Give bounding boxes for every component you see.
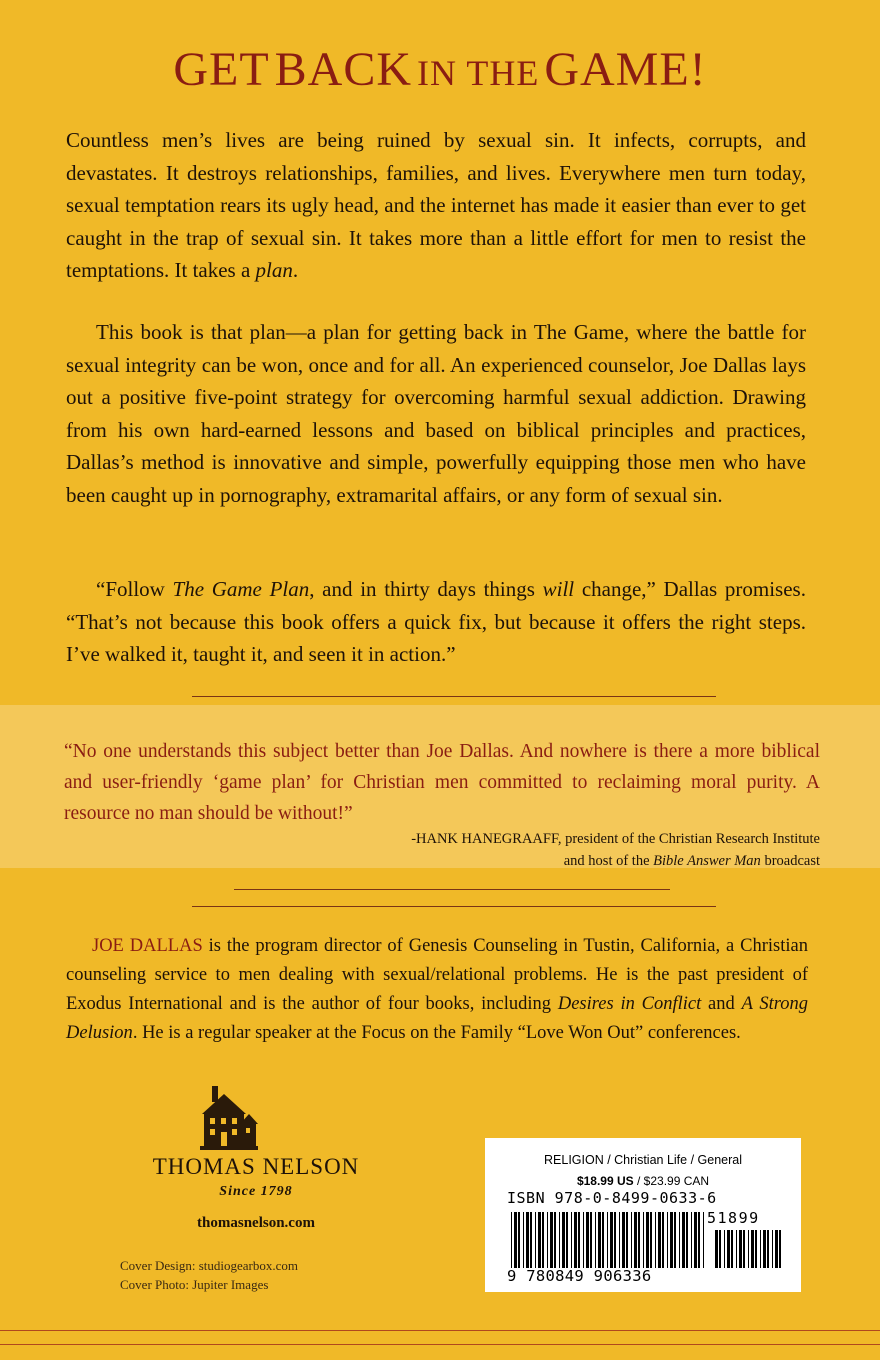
- bio-text-c: . He is a regular speaker at the Focus on the Family “Love Won Out” conferences.: [132, 1023, 741, 1043]
- barcode-bar: [530, 1212, 532, 1268]
- bottom-rule: [0, 1330, 880, 1331]
- author-bio: [66, 932, 808, 1048]
- barcode-bar: [518, 1212, 520, 1268]
- barcode-addon-bars: [715, 1230, 785, 1268]
- barcode-bar: [562, 1212, 565, 1268]
- barcode-bar: [703, 1212, 704, 1268]
- para3-emphasis: will: [542, 577, 575, 601]
- barcode-addon-digits: 51899: [707, 1209, 760, 1227]
- endorsement-attribution-line2: [260, 850, 820, 872]
- barcode-bar: [658, 1212, 661, 1268]
- divider-rule: [192, 696, 716, 697]
- price-us: $18.99 US: [576, 1174, 634, 1188]
- barcode-bar: [610, 1212, 613, 1268]
- barcode-bar: [559, 1212, 560, 1268]
- endorsement-quote: “No one understands this subject better than Joe Dallas. And nowhere is there a more biblical and user-friendly ‘game plan’ for Christian men committed to reclaiming moral purity. A resource no man should be without!”: [64, 741, 820, 824]
- barcode-bar: [583, 1212, 584, 1268]
- barcode-digits: 9 780849 906336: [507, 1267, 652, 1285]
- barcode-bar: [748, 1230, 749, 1268]
- headline-word-get: GET: [173, 43, 270, 96]
- barcode-bar: [679, 1212, 680, 1268]
- barcode-bar: [655, 1212, 656, 1268]
- barcode-bar: [535, 1212, 536, 1268]
- barcode-bar: [724, 1230, 725, 1268]
- headline-word-in-the: IN THE: [417, 53, 540, 93]
- barcode-bar: [571, 1212, 572, 1268]
- headline-word-game: GAME!: [544, 43, 707, 96]
- bio-text-a: is the program director of Genesis Counseling in Tustin, California, a Christian counseling service to men dealing with sexual/relational problems. He is the past president of Exodus International and is the author of four books, including: [66, 936, 808, 1014]
- barcode-bar: [691, 1212, 692, 1268]
- barcode-bar: [736, 1230, 737, 1268]
- barcode-bar: [574, 1212, 577, 1268]
- barcode-bar: [578, 1212, 580, 1268]
- publisher-house-logo-icon: [194, 1082, 264, 1152]
- para3-text-a: “Follow: [96, 577, 173, 601]
- divider-rule: [234, 889, 670, 890]
- barcode-bar: [760, 1230, 761, 1268]
- para3-text-b: , and in thirty days things: [309, 577, 543, 601]
- barcode-bar: [772, 1230, 773, 1268]
- barcode-bar: [598, 1212, 601, 1268]
- barcode-bar: [634, 1212, 637, 1268]
- barcode-bar: [743, 1230, 745, 1268]
- barcode-bar: [698, 1212, 700, 1268]
- barcode-bar: [670, 1212, 673, 1268]
- barcode-bar: [775, 1230, 778, 1268]
- barcode-bar: [547, 1212, 548, 1268]
- barcode-price: [485, 1174, 801, 1188]
- barcode-bar: [595, 1212, 596, 1268]
- barcode-bar: [643, 1212, 644, 1268]
- barcode-box: [485, 1138, 801, 1292]
- headline: [0, 42, 880, 97]
- publisher-name: THOMAS NELSON: [152, 1154, 360, 1179]
- headline-word-back: BACK: [274, 43, 413, 96]
- barcode-bar: [682, 1212, 685, 1268]
- para1-text: Countless men’s lives are being ruined by sexual sin. It infects, corrupts, and devastates. It destroys relationships, families, and lives. Everywhere men turn today, sexual temptation rears its ugly head, and the internet has made it easier than ever to get caught in the trap of sexual sin. It takes more than a little effort for men to resist the temptations. It takes a: [66, 128, 806, 282]
- barcode-bar: [602, 1212, 604, 1268]
- description-paragraph-1: [66, 124, 806, 287]
- barcode-bar: [554, 1212, 556, 1268]
- barcode-bar: [542, 1212, 544, 1268]
- barcode-bar: [590, 1212, 592, 1268]
- barcode-bar: [763, 1230, 766, 1268]
- barcode-bar: [694, 1212, 697, 1268]
- barcode-bar: [674, 1212, 676, 1268]
- attrib-show-title: Bible Answer Man: [653, 853, 761, 869]
- barcode-bar: [667, 1212, 668, 1268]
- barcode-bar: [586, 1212, 589, 1268]
- bio-text-b: and: [701, 994, 742, 1014]
- barcode-bar: [767, 1230, 769, 1268]
- barcode-bar: [662, 1212, 664, 1268]
- para1-end: .: [292, 258, 299, 282]
- barcode-bar: [614, 1212, 616, 1268]
- barcode-bar: [686, 1212, 688, 1268]
- barcode-bar: [739, 1230, 742, 1268]
- barcode-bar: [631, 1212, 632, 1268]
- publisher-since: Since 1798: [219, 1184, 293, 1199]
- barcode-bar: [731, 1230, 733, 1268]
- bio-book-title-1: Desires in Conflict: [557, 994, 702, 1014]
- barcode-bar: [619, 1212, 620, 1268]
- description-paragraph-2: This book is that plan—a plan for getting back in The Game, where the battle for sexual integrity can be won, once and for all. An experienced counselor, Joe Dallas lays out a positive five-point strategy for overcoming harmful sexual addiction. Drawing from his own hard-earned lessons and based on biblical principles and practices, Dallas’s method is innovative and simple, powerfully equipping those men who have been caught up in pornography, extramarital affairs, or any form of sexual sin.: [66, 320, 806, 507]
- barcode-bar: [646, 1212, 649, 1268]
- barcode-bar: [622, 1212, 625, 1268]
- cover-design-credit: Cover Design: studiogearbox.com: [120, 1258, 298, 1273]
- attrib-text-a: and host of the: [563, 853, 654, 869]
- barcode-bar: [526, 1212, 529, 1268]
- barcode-bar: [751, 1230, 754, 1268]
- price-separator: /: [633, 1174, 644, 1188]
- barcode-bar: [638, 1212, 640, 1268]
- publisher-url: thomasnelson.com: [197, 1215, 315, 1231]
- barcode-bar: [727, 1230, 730, 1268]
- attrib-text-b: broadcast: [760, 853, 820, 869]
- barcode-bar: [715, 1230, 718, 1268]
- barcode-bar: [550, 1212, 553, 1268]
- divider-rule: [192, 906, 716, 907]
- barcode-bar: [511, 1212, 512, 1268]
- barcode-bar: [607, 1212, 608, 1268]
- barcode-main-bars: [511, 1212, 707, 1268]
- description-paragraph-3: [66, 573, 806, 671]
- barcode-category: RELIGION / Christian Life / General: [544, 1153, 742, 1167]
- endorsement-attribution: -HANK HANEGRAAFF, president of the Christian Research Institute: [411, 831, 820, 847]
- author-name: JOE DALLAS: [92, 936, 203, 956]
- barcode-bar: [719, 1230, 721, 1268]
- barcode-bar: [523, 1212, 524, 1268]
- barcode-bar: [755, 1230, 757, 1268]
- price-can: $23.99 CAN: [643, 1174, 710, 1188]
- barcode-bar: [779, 1230, 781, 1268]
- barcode-bar: [514, 1212, 517, 1268]
- barcode-bar: [626, 1212, 628, 1268]
- para3-text-c: change,” Dallas promises. “That’s not because this book offers a quick fix, but because it offers the right steps. I’ve walked it, taught it, and seen it in action.”: [66, 577, 806, 666]
- cover-photo-credit: Cover Photo: Jupiter Images: [120, 1277, 269, 1292]
- barcode-bar: [538, 1212, 541, 1268]
- barcode-bar: [650, 1212, 652, 1268]
- bio-book-title-2: A Strong Delusion: [66, 994, 808, 1043]
- barcode-isbn: ISBN 978-0-8499-0633-6: [507, 1189, 717, 1207]
- barcode-bar: [566, 1212, 568, 1268]
- para1-emphasis: plan: [255, 258, 293, 282]
- bottom-rule: [0, 1344, 880, 1345]
- para3-book-title: The Game Plan: [172, 577, 310, 601]
